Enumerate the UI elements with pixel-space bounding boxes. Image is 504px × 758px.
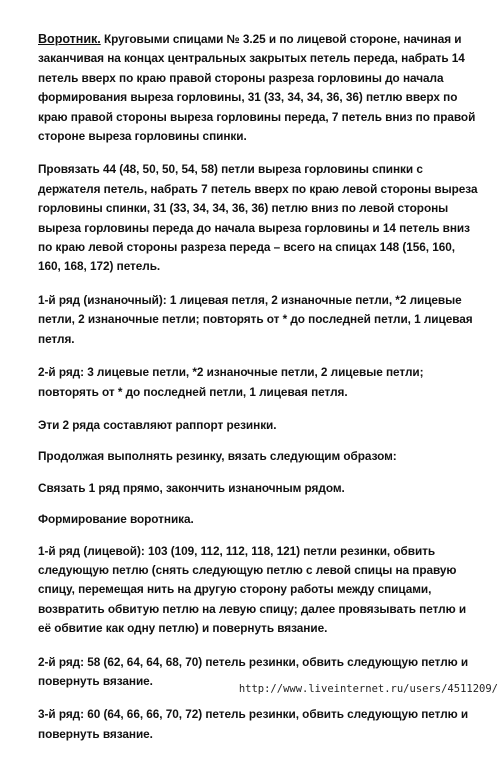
watermark-url: http://www.liveinternet.ru/users/4511209/ — [238, 683, 498, 695]
paragraph-shaping-row-1: 1-й ряд (лицевой): 103 (109, 112, 112, 118, 121) петли резинки, обвить следующую петлю (снять следующую петлю с левой спицы на правую спицу, перемещая нить на другую сторону работы между спицами, возвратить обвитую петлю на левую спицу; далее провязывать петлю и её обвитие как одну петлю) и повернуть вязание. — [38, 543, 467, 636]
paragraph-text: Круговыми спицами № 3.25 и по лицевой стороне, начиная и заканчивая на концах центральных закрытых петель переда, набрать 14 петель вверх по краю правой стороны разреза горловины до начала формирования выреза горловины, 31 (33, 34, 34, 36, 36) петлю вверх по краю правой стороны выреза горловины переда, 7 петель вниз по правой стороне выреза горловины спинки. — [38, 32, 476, 144]
paragraph-shaping-row-3: 3-й ряд: 60 (64, 66, 66, 70, 72) петель резинки, обвить следующую петлю и повернуть вязание. — [38, 707, 469, 741]
section-heading-collar: Воротник. — [38, 32, 101, 46]
document-page — [38, 30, 478, 758]
paragraph-row-2: 2-й ряд: 3 лицевые петли, *2 изнаночные петли, 2 лицевые петли; повторять от * до последней петли, 1 лицевая петля. — [38, 365, 424, 399]
paragraph-back-neck: Провязать 44 (48, 50, 50, 54, 58) петли выреза горловины спинки с держателя петель, набрать 7 петель вверх по краю левой стороны выреза горловины спинки, 31 (33, 34, 34, 36, 36) петлю вниз по левой стороны выреза горловины переда до начала выреза горловины и 14 петель вниз по краю левой стороны разреза переда – всего на спицах 148 (156, 160, 160, 168, 172) петель. — [38, 162, 478, 274]
paragraph-collar-shaping: Формирование воротника. — [38, 512, 194, 527]
paragraph-rapport: Эти 2 ряда составляют раппорт резинки. — [38, 417, 277, 432]
paragraph-row-1: 1-й ряд (изнаночный): 1 лицевая петля, 2 изнаночные петли, *2 лицевые петли, 2 изнаночные петли; повторять от * до последней петли, 1 лицевая петля. — [38, 292, 473, 346]
paragraph-shaping-row-2: 2-й ряд: 58 (62, 64, 64, 68, 70) петель резинки, обвить следующую петлю и повернуть вязание. — [38, 654, 469, 688]
paragraph-collar-intro — [38, 30, 478, 146]
paragraph-continue: Продолжая выполнять резинку, вязать следующим образом: — [38, 449, 397, 464]
paragraph-one-row: Связать 1 ряд прямо, закончить изнаночным рядом. — [38, 480, 345, 495]
